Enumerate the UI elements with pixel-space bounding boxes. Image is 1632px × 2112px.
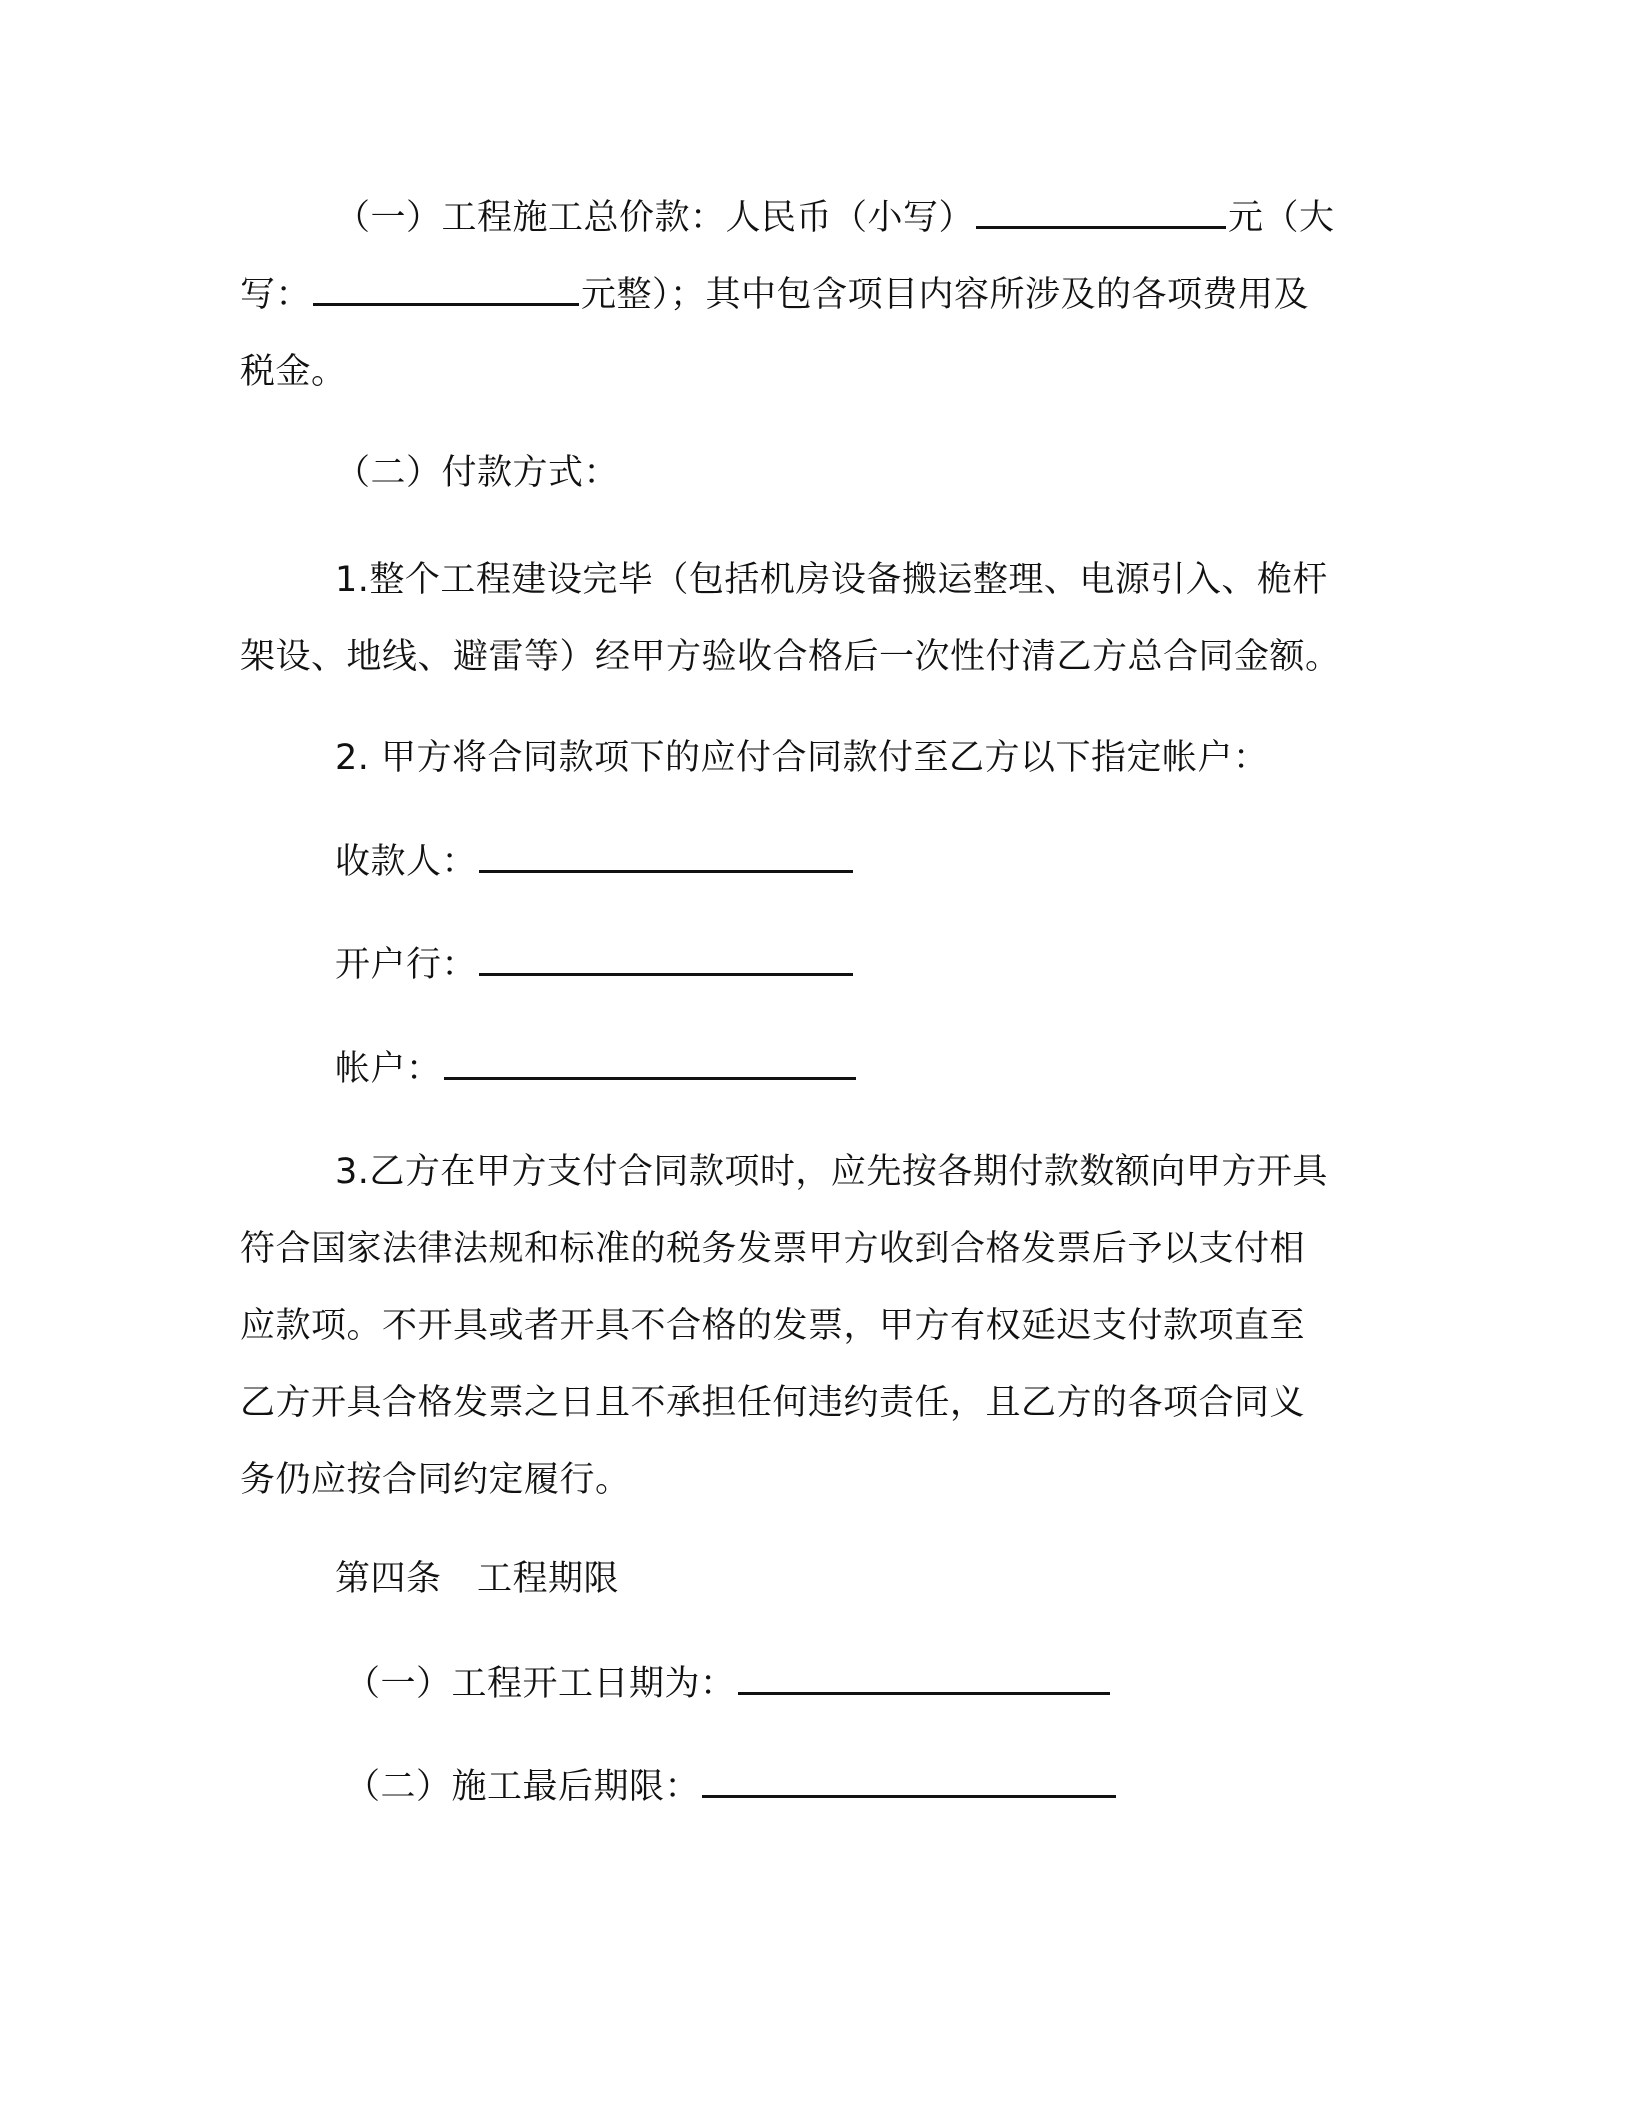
account-row: 帐户： [335, 1047, 858, 1091]
bank-blank[interactable] [479, 943, 853, 976]
payee-blank[interactable] [479, 840, 853, 873]
payment-item-1-line-2: 架设、地线、避雷等）经甲方验收合格后一次性付清乙方总合同金额。 [240, 637, 1341, 677]
payment-item-3-line-1: 3.乙方在甲方支付合同款项时，应先按各期付款数额向甲方开具 [335, 1152, 1328, 1192]
price-line-3: 税金。 [240, 352, 347, 392]
payment-item-2: 2. 甲方将合同款项下的应付合同款付至乙方以下指定帐户： [335, 738, 1269, 778]
account-blank[interactable] [444, 1047, 856, 1080]
price-line-2: 写： 元整）；其中包含项目内容所涉及的各项费用及 [240, 275, 1310, 315]
payment-item-3-line-2: 符合国家法律法规和标准的税务发票甲方收到合格发票后予以支付相 [240, 1229, 1306, 1269]
payee-row: 收款人： [335, 840, 855, 884]
payment-item-3-line-4: 乙方开具合格发票之日且不承担任何违约责任，且乙方的各项合同义 [240, 1383, 1306, 1423]
price-line-1: （一）工程施工总价款：人民币（小写） 元（大 [335, 198, 1335, 238]
deadline-row: （二）施工最后期限： [345, 1765, 1118, 1809]
price-lowercase-blank[interactable] [976, 196, 1226, 229]
start-date-row: （一）工程开工日期为： [345, 1662, 1112, 1706]
payment-item-3-line-5: 务仍应按合同约定履行。 [240, 1460, 631, 1500]
bank-row: 开户行： [335, 943, 855, 987]
payment-item-1-line-1: 1.整个工程建设完毕（包括机房设备搬运整理、电源引入、桅杆 [335, 560, 1328, 600]
price-uppercase-blank[interactable] [313, 273, 579, 306]
article-4-heading: 第四条 工程期限 [335, 1559, 620, 1599]
payment-heading: （二）付款方式： [335, 453, 620, 493]
payment-item-3-line-3: 应款项。不开具或者开具不合格的发票，甲方有权延迟支付款项直至 [240, 1306, 1306, 1346]
deadline-blank[interactable] [702, 1765, 1116, 1798]
start-date-blank[interactable] [738, 1662, 1110, 1695]
